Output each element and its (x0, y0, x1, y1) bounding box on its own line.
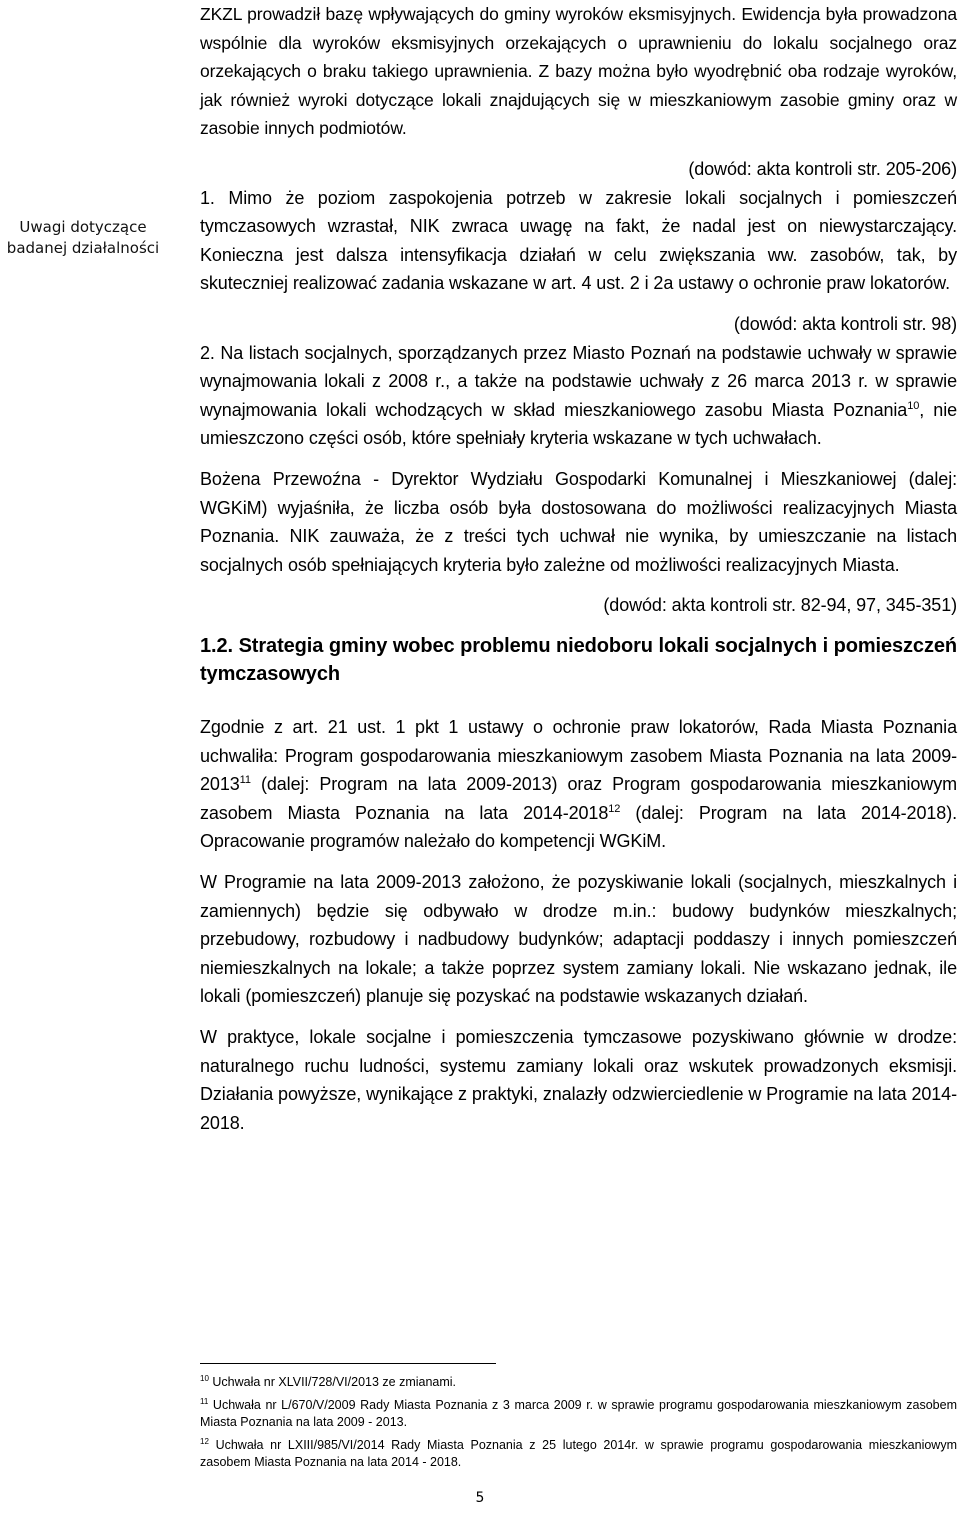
section-text: Zgodnie z art. 21 ust. 1 pkt 1 ustawy o ochronie praw lokatorów, Rada Miasta Poznania uchwaliła: Program gospodarowania mieszkaniowym zasobem Miasta Poznania na lata 2009-2013 (200, 717, 957, 795)
footnote-number: 11 (200, 1396, 209, 1406)
section-paragraph: W Programie na lata 2009-2013 założono, że pozyskiwanie lokali (socjalnych, mieszkalnych i zamiennych) będzie się odbywało w drodze m.in.: budowy budynków mieszkalnych; przebudowy, rozbudowy i nadbudowy budynków; adaptacji poddaszy i innych pomieszczeń niemieszkalnych na lokale; a także poprzez system zamiany lokali. Nie wskazano jednak, ile lokali (pomieszczeń) planuje się pozyskać na podstawie wskazanych działań. (200, 872, 957, 1007)
footnotes (200, 1363, 957, 1477)
section-paragraph (200, 713, 957, 856)
footnote-number: 12 (200, 1436, 209, 1446)
finding-1: 1. Mimo że poziom zaspokojenia potrzeb w zakresie lokali socjalnych i pomieszczeń tymczasowych wzrastał, NIK zwraca uwagę na fakt, że nadal jest on niewystarczający. Konieczna jest dalsza intensyfikacja działań w celu zwiększania ww. zasobów, tak, by skuteczniej realizować zadania wskazane w art. 4 ust. 2 i 2a ustawy o ochronie praw lokatorów. (200, 187, 957, 294)
finding-2-text: , nie umieszczono części osób, które spełniały kryteria wskazane w tych uchwałach. (200, 399, 958, 449)
footnote-divider (200, 1363, 496, 1364)
footnote-text: Uchwała nr LXIII/985/VI/2014 Rady Miasta Poznania z 25 lutego 2014r. w sprawie programu gospodarowania mieszkaniowym zasobem Miasta Poznania na lata 2014 - 2018. (200, 1438, 957, 1469)
side-note: Uwagi dotyczące badanej działalności (6, 218, 160, 257)
main-text (200, 0, 957, 1137)
footnote-text: Uchwała nr XLVII/728/VI/2013 ze zmianami. (212, 1375, 457, 1389)
footnote (200, 1397, 957, 1431)
footnote (200, 1437, 957, 1471)
section-heading (200, 632, 957, 689)
section-number: 1.2. (200, 634, 233, 657)
section-title: Strategia gminy wobec problemu niedoboru lokali socjalnych i pomieszczeń tymczasowych (200, 634, 957, 686)
footnote (200, 1374, 957, 1391)
section-paragraph: W praktyce, lokale socjalne i pomieszczenia tymczasowe pozyskiwano głównie w drodze: naturalnego ruchu ludności, systemu zamiany lokali oraz wskutek prowadzonych eksmisji. Działania powyższe, wynikające z praktyki, znalazły odzwierciedlenie w Programie na lata 2014-2018. (200, 1027, 957, 1133)
evidence-ref: (dowód: akta kontroli str. 205-206) (688, 158, 957, 179)
intro-paragraph: ZKZL prowadził bazę wpływających do gminy wyroków eksmisyjnych. Ewidencja była prowadzona wspólnie dla wyroków eksmisyjnych orzekających o uprawnieniu do lokalu socjalnego oraz orzekających o braku takiego uprawnienia. Z bazy można było wyodrębnić oba rodzaje wyroków, jak również wyroki dotyczące lokali znajdujących się w mieszkaniowym zasobie gminy oraz w zasobie innych podmiotów. (200, 4, 957, 139)
section-text: (dalej: Program na lata 2009-2013) oraz Program gospodarowania mieszkaniowym zasobem Miasta Poznania na lata 2014-2018 (200, 774, 957, 823)
footnote-ref: 12 (608, 802, 621, 815)
footnote-text: Uchwała nr L/670/V/2009 Rady Miasta Poznania z 3 marca 2009 r. w sprawie programu gospodarowania mieszkaniowym zasobem Miasta Poznania na lata 2009 - 2013. (200, 1398, 957, 1429)
page-number: 5 (475, 1490, 485, 1506)
evidence-ref: (dowód: akta kontroli str. 82-94, 97, 345-351) (603, 595, 957, 616)
footnote-ref: 10 (907, 399, 920, 412)
evidence-ref: (dowód: akta kontroli str. 98) (733, 313, 957, 334)
explanation-paragraph: Bożena Przewoźna - Dyrektor Wydziału Gospodarki Komunalnej i Mieszkaniowej (dalej: WGKiM) wyjaśniła, że liczba osób była dostosowana do możliwości realizacyjnych Miasta Poznania. NIK zauważa, że z treści tych uchwał nie wynika, by umieszczanie na listach socjalnych osób spełniających kryteria było zależne od możliwości realizacyjnych Miasta. (200, 468, 957, 575)
finding-2 (200, 339, 957, 453)
footnote-number: 10 (200, 1373, 209, 1383)
section-text: (dalej: Program na lata 2014-2018). Opracowanie programów należało do kompetencji WGKiM. (200, 802, 957, 852)
footnote-ref: 11 (239, 774, 251, 787)
finding-2-text: 2. Na listach socjalnych, sporządzanych przez Miasto Poznań na podstawie uchwały w sprawie wynajmowania lokali z 2008 r., a także na podstawie uchwały z 26 marca 2013 r. w sprawie wynajmowania lokali wchodzących w skład mieszkaniowego zasobu Miasta Poznania (200, 342, 957, 420)
